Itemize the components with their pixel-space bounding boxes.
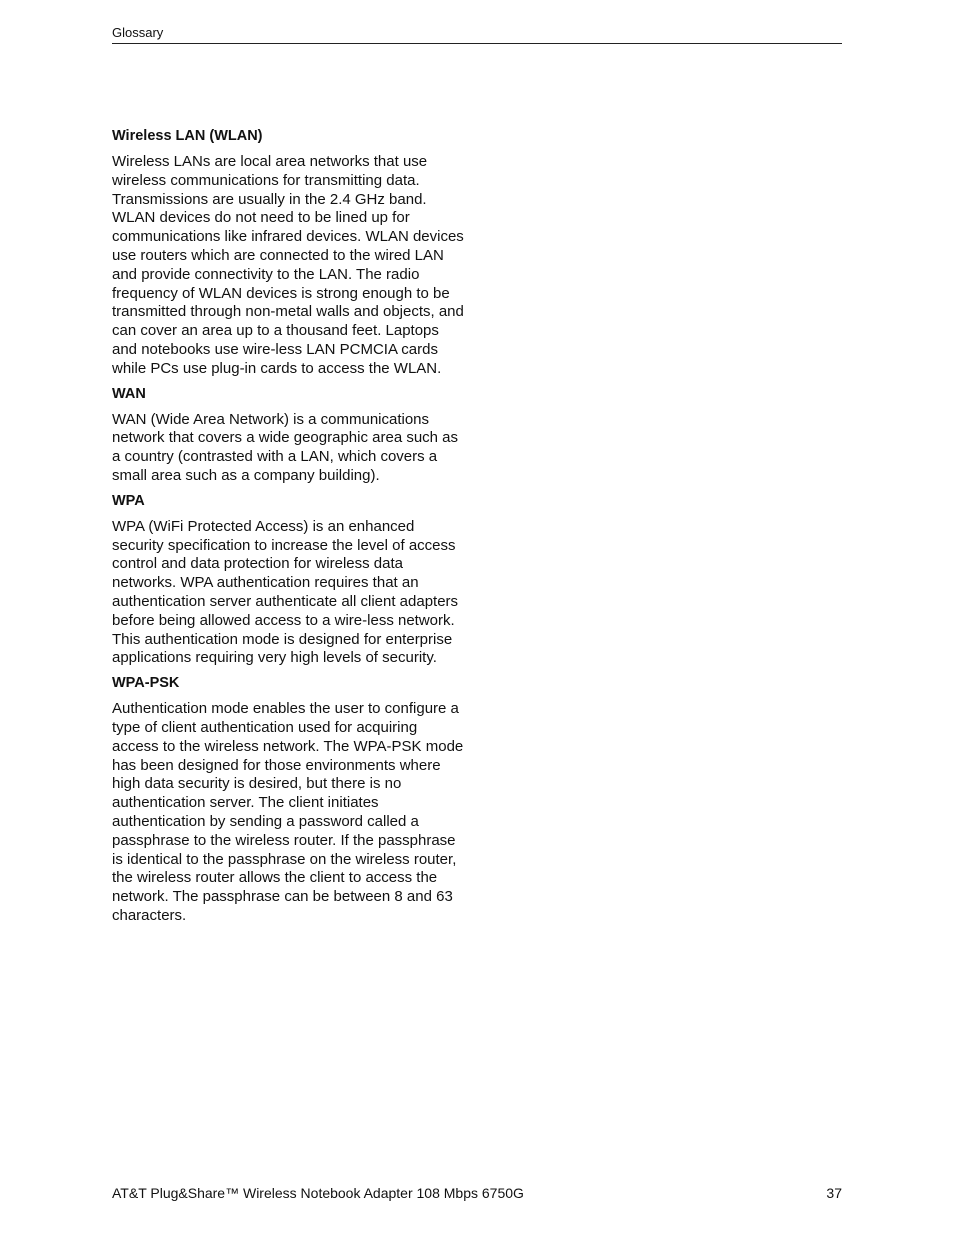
page-number: 37 — [826, 1185, 842, 1201]
glossary-entry — [112, 127, 464, 379]
section-title: Glossary — [112, 25, 164, 40]
glossary-definition: WPA (WiFi Protected Access) is an enhanced security specification to increase the level of access control and data protection for wireless data networks. WPA authentication requires that an authentication server authenticate all client adapters before being allowed access to a wire-less network. This authentication mode is designed for enterprise applications requiring very high levels of security. — [112, 517, 459, 667]
page-footer — [112, 1184, 842, 1202]
glossary-definition: Authentication mode enables the user to configure a type of client authentication used for acquiring access to the wireless network. The WPA-PSK mode has been designed for those environments where high data security is desired, but there is no authentication server. The client initiates authentication by sending a password called a passphrase to the wireless router. If the passphrase is identical to the passphrase on the wireless router, the wireless router allows the client to access the network. The passphrase can be between 8 and 63 characters. — [112, 700, 464, 924]
glossary-term: WAN — [112, 385, 146, 402]
glossary-entry — [112, 492, 464, 668]
glossary-definition: Wireless LANs are local area networks that use wireless communications for transmitting data. Transmissions are usually in the 2.4 GHz band. WLAN devices do not need to be lined up for communications like infrared devices. WLAN devices use routers which are connected to the wired LAN and provide connectivity to the LAN. The radio frequency of WLAN devices is strong enough to be transmitted through non-metal walls and objects, and can cover an area up to a thousand feet. Laptops and notebooks use wire-less LAN PCMCIA cards while PCs use plug-in cards to access the WLAN. — [112, 153, 464, 377]
glossary-definition: WAN (Wide Area Network) is a communications network that covers a wide geographic area such as a country (contrasted with a LAN, which covers a small area such as a company building). — [112, 410, 459, 484]
glossary-content — [112, 127, 464, 926]
page-header — [112, 25, 842, 44]
glossary-term: WPA — [112, 492, 145, 509]
glossary-entry — [112, 385, 464, 486]
glossary-term: Wireless LAN (WLAN) — [112, 128, 263, 144]
footer-product-title: AT&T Plug&Share™ Wireless Notebook Adapter 108 Mbps 6750G — [112, 1185, 524, 1201]
glossary-entry — [112, 674, 464, 926]
glossary-term: WPA-PSK — [112, 675, 180, 692]
